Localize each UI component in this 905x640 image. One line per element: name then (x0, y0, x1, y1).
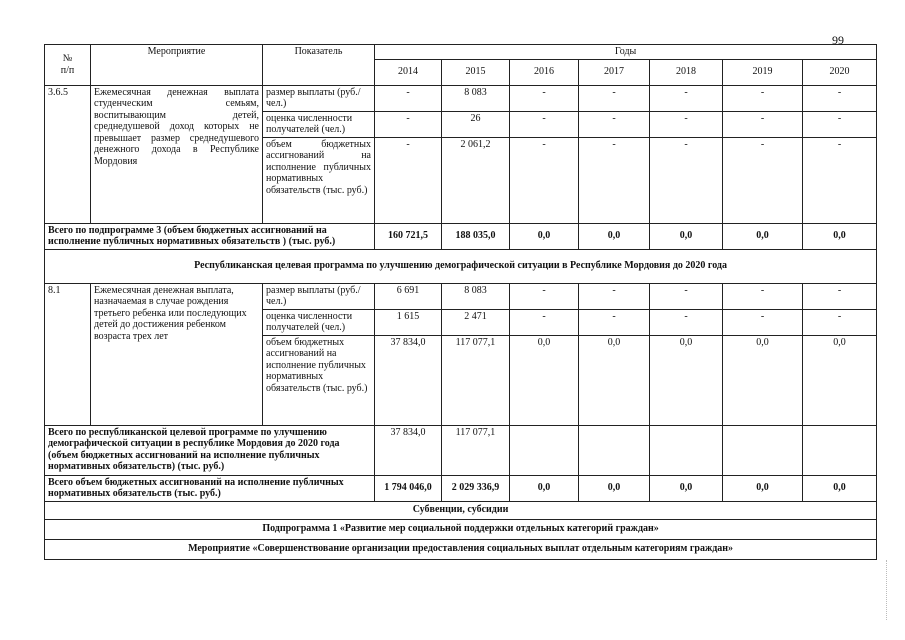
value-cell: - (375, 137, 442, 223)
indicator: размер выплаты (руб./ чел.) (263, 283, 375, 309)
value-cell: - (650, 283, 723, 309)
year-cell: 2016 (510, 59, 579, 85)
value-cell: 37 834,0 (375, 335, 442, 425)
value-cell: - (803, 309, 877, 335)
total-cell (803, 425, 877, 475)
year-cell: 2017 (579, 59, 650, 85)
indicator: объем бюджетных ассигнований на исполнение публичных нормативных обязательств (тыс. руб.) (263, 335, 375, 425)
value-cell: 2 471 (442, 309, 510, 335)
total-cell (579, 425, 650, 475)
total-cell (510, 425, 579, 475)
value-cell: - (510, 85, 579, 111)
value-cell: - (375, 111, 442, 137)
total-cell: 0,0 (723, 475, 803, 501)
value-cell: - (510, 137, 579, 223)
subtotal-label: Всего по республиканской целевой программе по улучшению демографической ситуации в республике Мордовия до 2020 года (объем бюджетных ассигнований на исполнение публичных нормативных обязательств) (тыс. руб.) (45, 425, 375, 475)
value-cell: - (723, 111, 803, 137)
total-cell: 0,0 (803, 223, 877, 249)
value-cell: - (650, 85, 723, 111)
value-cell: - (803, 111, 877, 137)
table-row (45, 283, 877, 309)
value-cell: - (375, 85, 442, 111)
total-cell: 0,0 (579, 475, 650, 501)
value-cell: - (723, 283, 803, 309)
value-cell: - (650, 137, 723, 223)
year-cell: 2020 (803, 59, 877, 85)
grand-total-label: Всего объем бюджетных ассигнований на исполнение публичных нормативных обязательств (тыс. руб.) (45, 475, 375, 501)
value-cell: - (650, 309, 723, 335)
value-cell: - (510, 309, 579, 335)
margin-scan-marks (886, 560, 891, 620)
subtotal-label: Всего по подпрограмме 3 (объем бюджетных ассигнований на исполнение публичных нормативных обязательств ) (тыс. руб.) (45, 223, 375, 249)
section-row (45, 519, 877, 539)
indicator: размер выплаты (руб./ чел.) (263, 85, 375, 111)
value-cell: - (723, 137, 803, 223)
section-title: Республиканская целевая программа по улучшению демографической ситуации в Республике Мордовия до 2020 года (45, 249, 877, 283)
indicator: оценка численности получателей (чел.) (263, 309, 375, 335)
value-cell: 0,0 (579, 335, 650, 425)
value-cell: - (803, 137, 877, 223)
total-cell: 117 077,1 (442, 425, 510, 475)
measure-heading: Мероприятие «Совершенствование организации предоставления социальных выплат отдельным категориям граждан» (45, 539, 877, 559)
value-cell: - (723, 85, 803, 111)
value-cell: 26 (442, 111, 510, 137)
indicator: оценка численности получателей (чел.) (263, 111, 375, 137)
total-cell: 0,0 (650, 475, 723, 501)
section-row (45, 249, 877, 283)
total-cell (723, 425, 803, 475)
value-cell: 0,0 (803, 335, 877, 425)
event-description: Ежемесячная денежная выплата, назначаемая в случае рождения третьего ребенка или последующих детей до достижения ребенком возраста трех лет (91, 283, 263, 425)
row-number: 8.1 (45, 283, 91, 425)
value-cell: 1 615 (375, 309, 442, 335)
total-cell (650, 425, 723, 475)
value-cell: - (803, 283, 877, 309)
value-cell: - (579, 283, 650, 309)
value-cell: 0,0 (650, 335, 723, 425)
year-cell: 2018 (650, 59, 723, 85)
value-cell: - (650, 111, 723, 137)
value-cell: - (579, 111, 650, 137)
total-cell: 0,0 (579, 223, 650, 249)
total-cell: 0,0 (510, 475, 579, 501)
year-cell: 2015 (442, 59, 510, 85)
value-cell: 6 691 (375, 283, 442, 309)
budget-table (44, 44, 877, 560)
indicator: объем бюджетных ассигнований на исполнение публичных нормативных обязательств (тыс. руб.) (263, 137, 375, 223)
year-cell: 2014 (375, 59, 442, 85)
table-row (45, 85, 877, 111)
header-no: № п/п (45, 45, 91, 86)
value-cell: - (723, 309, 803, 335)
header-indicator: Показатель (263, 45, 375, 86)
value-cell: - (803, 85, 877, 111)
section-row (45, 539, 877, 559)
section-heading: Субвенции, субсидии (45, 501, 877, 519)
subprogram-heading: Подпрограмма 1 «Развитие мер социальной поддержки отдельных категорий граждан» (45, 519, 877, 539)
total-cell: 160 721,5 (375, 223, 442, 249)
value-cell: 117 077,1 (442, 335, 510, 425)
total-cell: 0,0 (803, 475, 877, 501)
total-cell: 1 794 046,0 (375, 475, 442, 501)
total-cell: 0,0 (510, 223, 579, 249)
value-cell: 0,0 (723, 335, 803, 425)
header-event: Мероприятие (91, 45, 263, 86)
row-number: 3.6.5 (45, 85, 91, 223)
total-cell: 2 029 336,9 (442, 475, 510, 501)
total-cell: 37 834,0 (375, 425, 442, 475)
year-cell: 2019 (723, 59, 803, 85)
value-cell: 8 083 (442, 283, 510, 309)
value-cell: - (579, 85, 650, 111)
total-cell: 0,0 (650, 223, 723, 249)
value-cell: - (510, 111, 579, 137)
value-cell: 8 083 (442, 85, 510, 111)
value-cell: 0,0 (510, 335, 579, 425)
event-description: Ежемесячная денежная выплата студенческим семьям, воспитывающим детей, среднедушевой доход которых не превышает размер среднедушевого денежного дохода в Республике Мордовия (91, 85, 263, 223)
page-number: 99 (832, 33, 844, 47)
total-cell: 188 035,0 (442, 223, 510, 249)
subtotal-row (45, 425, 877, 475)
value-cell: - (579, 309, 650, 335)
value-cell: - (579, 137, 650, 223)
subtotal-row (45, 223, 877, 249)
section-row (45, 501, 877, 519)
header-years: Годы (375, 45, 877, 60)
total-cell: 0,0 (723, 223, 803, 249)
grand-total-row (45, 475, 877, 501)
value-cell: 2 061,2 (442, 137, 510, 223)
value-cell: - (510, 283, 579, 309)
